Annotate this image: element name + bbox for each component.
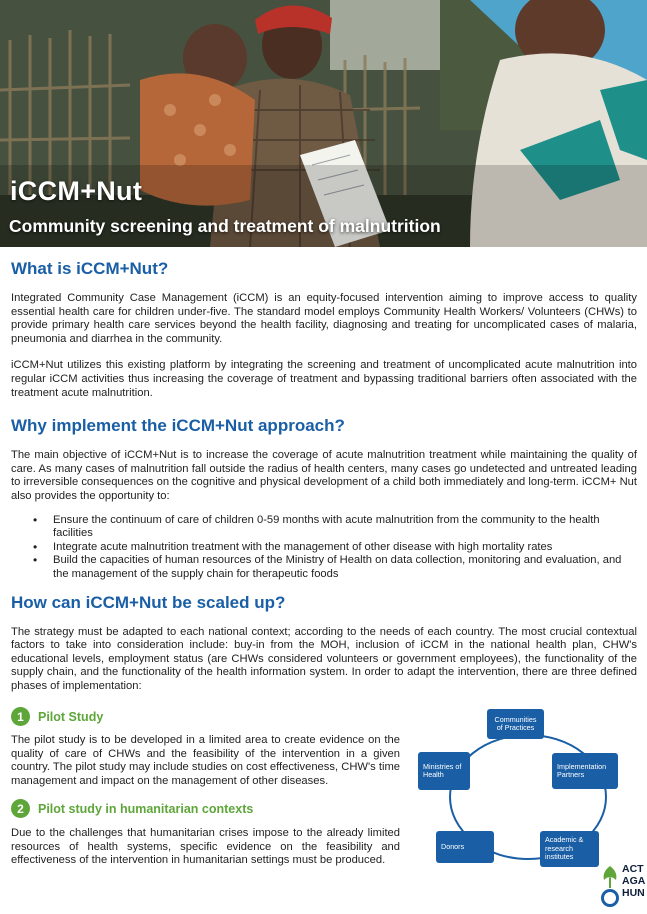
phase-2-header — [11, 799, 400, 818]
phase-title: Pilot study in humanitarian contexts — [38, 801, 254, 816]
page-title: iCCM+Nut — [10, 176, 143, 206]
phase-number-badge: 2 — [11, 799, 30, 818]
section-heading-how: How can iCCM+Nut be scaled up? — [11, 592, 286, 612]
hero-banner — [0, 0, 647, 247]
section-what-paragraph-2: iCCM+Nut utilizes this existing platform by integrating the screening and treatment of uncomplicated acute malnutrition into regular iCCM activities thus increasing the coverage of treatment and bypassing traditional barriers often associated with the treatment acute malnutrition. — [11, 359, 637, 399]
phase-1-header — [11, 707, 400, 726]
list-item: • Ensure the continuum of care of children 0-59 months with acute malnutrition from the community to the health facilities — [33, 514, 637, 541]
node-implementation-partners: Implementation Partners — [552, 753, 618, 789]
list-item: • Build the capacities of human resources of the Ministry of Health on data collection, monitoring and evaluation, and the management of the supply chain for therapeutic foods — [33, 554, 637, 581]
section-how-paragraph: The strategy must be adapted to each national context; according to the needs of each country. The most crucial contextual factors to take into consideration include: buy-in from the MOH, inclusion of iCCM in the national health plan, CHW's educational levels, employment status (are CHWs considered volunteers or government employees), the functionality of the supply chain, and the functionality of the health information system. In order to adapt the intervention, there are three defined phases of implementation: — [11, 625, 637, 692]
phase-2 — [11, 799, 400, 868]
node-donors: Donors — [436, 831, 494, 863]
phase-number-badge: 1 — [11, 707, 30, 726]
node-ministries-of-health: Ministries of Health — [418, 752, 470, 790]
logo-mark-icon — [598, 862, 622, 914]
section-what-paragraph-1: Integrated Community Case Management (iCCM) is an equity-focused intervention aiming to improve access to quality essential health care for children under-five. The standard model employs Community Health Workers/ Volunteers (CHWs) to provide primary health care services beyond the health facility, diagnosing and treating for uncomplicated cases of malaria, pneumonia and diarrhea in the community. — [11, 292, 637, 345]
page-subtitle: Community screening and treatment of malnutrition — [9, 216, 441, 236]
main-content — [11, 258, 637, 693]
section-heading-what: What is iCCM+Nut? — [11, 259, 169, 278]
logo-text-line: HUN — [622, 887, 645, 899]
stakeholder-cycle-diagram — [410, 705, 647, 875]
phase-title: Pilot Study — [38, 709, 104, 724]
phase-1 — [11, 707, 400, 788]
logo-text-line: AGA — [622, 875, 646, 887]
list-item: • Integrate acute malnutrition treatment with the management of other disease with high mortality rates — [33, 541, 637, 555]
section-why-paragraph: The main objective of iCCM+Nut is to increase the coverage of acute malnutrition treatment while maintaining the quality of care. As many cases of malnutrition fall outside the radius of health centers, many cases go undetected and untreated leading to irreversible consequences on the cognitive and physical development of a child both immediately and long-term. iCCM+ Nut also provides the opportunity to: — [11, 449, 637, 502]
why-bullet-list — [11, 514, 637, 582]
node-communities-of-practices: Communities of Practices — [487, 709, 544, 739]
phase-2-text: Due to the challenges that humanitarian crises impose to the already limited resources of health systems, specific evidence on the feasibility and effectiveness of the intervention in humanitarian settings must be produced. — [11, 827, 400, 867]
node-academic-research-institutes: Academic & research institutes — [540, 831, 599, 867]
action-against-hunger-logo — [598, 862, 647, 914]
hero-photo — [0, 0, 647, 247]
logo-text-line: ACT — [622, 863, 644, 875]
section-heading-why: Why implement the iCCM+Nut approach? — [11, 416, 345, 436]
phase-1-text: The pilot study is to be developed in a limited area to create evidence on the quality of care of CHWs and the feasibility of the intervention in a given country. The pilot study may include studies on cost effectiveness, CHW's time management and impact on the management of other diseases. — [11, 734, 400, 787]
